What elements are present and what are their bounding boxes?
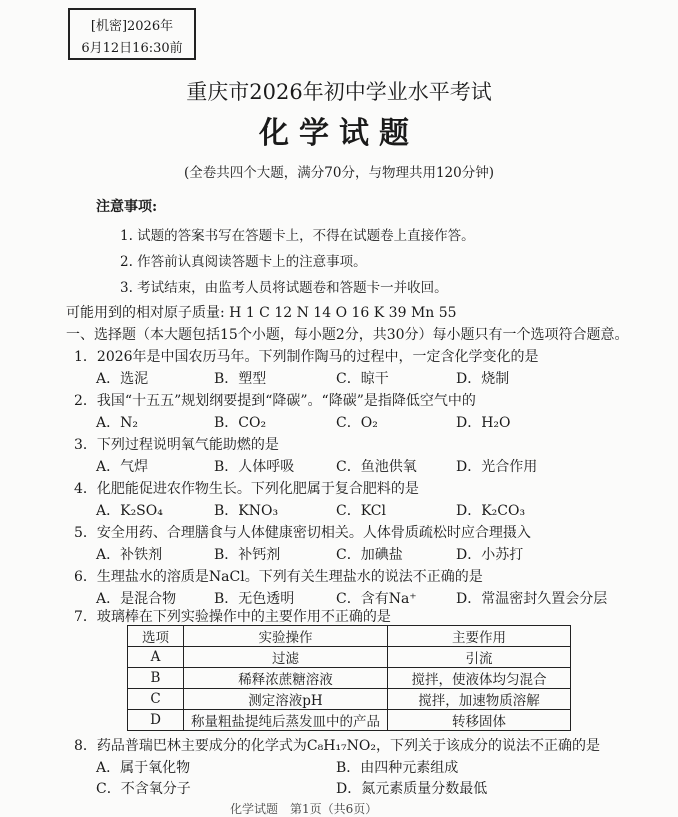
option-c: C．O₂ <box>336 415 378 431</box>
option-b: B．无色透明 <box>214 591 295 607</box>
question-stem: 2．我国“十五五”规划纲要提到“降碳”。“降碳”是指降低空气中的 <box>74 393 476 409</box>
option-b: B．由四种元素组成 <box>336 760 459 776</box>
question-stem: 4．化肥能促进农作物生长。下列化肥属于复合肥料的是 <box>74 481 419 497</box>
option-c: C．晾干 <box>336 371 389 387</box>
table-cell: 转移固体 <box>388 710 571 731</box>
table-cell: 称量粗盐提纯后蒸发皿中的产品 <box>184 710 388 731</box>
notice-heading: 注意事项: <box>96 199 158 215</box>
option-a: A．是混合物 <box>96 591 177 607</box>
table-row <box>128 647 571 668</box>
table-cell: 搅拌，加速物质溶解 <box>388 689 571 710</box>
atomic-mass-line: 可能用到的相对原子质量: H 1 C 12 N 14 O 16 K 39 Mn 55 <box>66 305 457 321</box>
confidential-stamp-box <box>68 8 196 60</box>
option-d: D．常温密封久置会分层 <box>456 591 608 607</box>
option-d: D．H₂O <box>456 415 511 431</box>
table-cell: D <box>128 710 184 731</box>
option-d: D．氮元素质量分数最低 <box>336 781 488 797</box>
option-c: C．鱼池供氧 <box>336 459 417 475</box>
page-footer: 化学试题 第1页（共6页） <box>230 802 378 816</box>
option-a: A．属于氧化物 <box>96 760 191 776</box>
table-cell: 搅拌，使液体均匀混合 <box>388 668 571 689</box>
notice-item: 1. 试题的答案书写在答题卡上，不得在试题卷上直接作答。 <box>120 228 475 244</box>
question-stem: 5．安全用药、合理膳食与人体健康密切相关。人体骨质疏松时应合理摄入 <box>74 525 531 541</box>
option-a: A．补铁剂 <box>96 547 163 563</box>
option-b: B．补钙剂 <box>214 547 281 563</box>
option-c: C．含有Na⁺ <box>336 591 417 607</box>
experiment-table <box>127 625 571 731</box>
confidential-label: [机密]2026年 <box>90 19 174 34</box>
option-d: D．烧制 <box>456 371 510 387</box>
option-a: A．选泥 <box>96 371 149 387</box>
option-c: C．加碘盐 <box>336 547 403 563</box>
table-cell: B <box>128 668 184 689</box>
table-cell: A <box>128 647 184 668</box>
table-header-row <box>128 626 571 647</box>
notice-item: 3. 考试结束，由监考人员将试题卷和答题卡一并收回。 <box>120 280 448 296</box>
option-c: C．不含氧分子 <box>96 781 191 797</box>
table-row <box>128 668 571 689</box>
deadline-label: 6月12日16:30前 <box>81 41 183 56</box>
option-d: D．小苏打 <box>456 547 524 563</box>
question-stem: 3．下列过程说明氧气能助燃的是 <box>74 437 279 453</box>
option-b: B．KNO₃ <box>214 503 279 519</box>
exam-title: 重庆市2026年初中学业水平考试 <box>186 80 492 104</box>
option-b: B．人体呼吸 <box>214 459 295 475</box>
option-a: A．K₂SO₄ <box>96 503 163 519</box>
question-stem: 6．生理盐水的溶质是NaCl。下列有关生理盐水的说法不正确的是 <box>74 569 483 585</box>
notice-item: 2. 作答前认真阅读答题卡上的注意事项。 <box>120 254 367 270</box>
option-d: D．光合作用 <box>456 459 538 475</box>
subject-title: 化学试题 <box>259 116 419 151</box>
question-stem: 7．玻璃棒在下列实验操作中的主要作用不正确的是 <box>74 609 391 625</box>
table-cell: 稀释浓蔗糖溶液 <box>184 668 388 689</box>
option-d: D．K₂CO₃ <box>456 503 526 519</box>
option-c: C．KCl <box>336 503 386 519</box>
table-cell: 引流 <box>388 647 571 668</box>
table-cell: C <box>128 689 184 710</box>
option-a: A．N₂ <box>96 415 138 431</box>
table-cell: 测定溶液pH <box>184 689 388 710</box>
table-header: 选项 <box>128 626 184 647</box>
option-b: B．塑型 <box>214 371 267 387</box>
section-heading: 一、选择题（本大题包括15个小题，每小题2分，共30分）每小题只有一个选项符合题意。 <box>66 327 629 343</box>
table-header: 主要作用 <box>388 626 571 647</box>
option-a: A．气焊 <box>96 459 149 475</box>
question-stem: 1．2026年是中国农历马年。下列制作陶马的过程中，一定含化学变化的是 <box>74 349 539 365</box>
table-header: 实验操作 <box>184 626 388 647</box>
table-cell: 过滤 <box>184 647 388 668</box>
option-b: B．CO₂ <box>214 415 267 431</box>
exam-subtitle: (全卷共四个大题，满分70分，与物理共用120分钟) <box>184 165 494 181</box>
table-row <box>128 710 571 731</box>
table-row <box>128 689 571 710</box>
question-stem: 8．药品普瑞巴林主要成分的化学式为C₈H₁₇NO₂，下列关于该成分的说法不正确的是 <box>74 738 601 754</box>
